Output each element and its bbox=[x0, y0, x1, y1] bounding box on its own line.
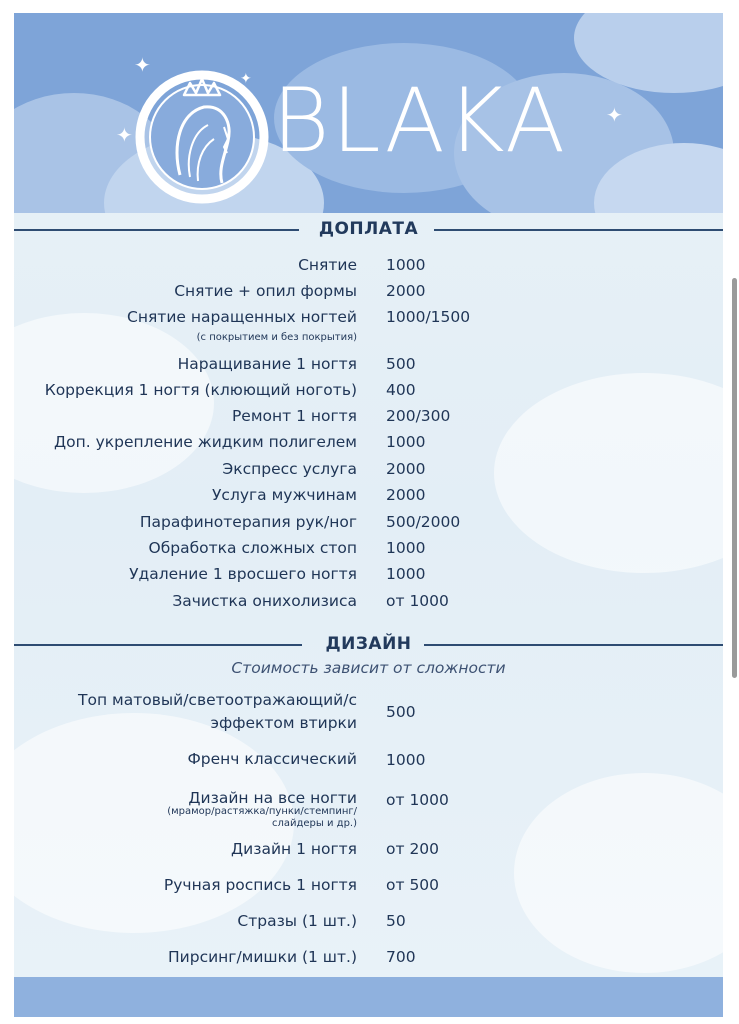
service-price: 200/300 bbox=[386, 407, 451, 425]
service-note: слайдеры и др.) bbox=[271, 818, 357, 829]
service-price: от 200 bbox=[386, 840, 440, 858]
service-price: от 1000 bbox=[386, 791, 449, 809]
service-name: Экспресс услуга bbox=[222, 460, 357, 478]
scrollbar-thumb[interactable] bbox=[732, 278, 737, 678]
service-name: Топ матовый/светоотражающий/с bbox=[78, 691, 357, 709]
design-subtitle: Стоимость зависит от сложности bbox=[231, 659, 506, 677]
service-price: 1000/1500 bbox=[386, 308, 471, 326]
service-price: от 1000 bbox=[386, 592, 449, 610]
service-name: Наращивание 1 ногтя bbox=[177, 355, 357, 373]
service-name: Дизайн на все ногти bbox=[188, 789, 357, 807]
service-name: Удаление 1 вросшего ногтя bbox=[129, 565, 357, 583]
service-price: от 500 bbox=[386, 876, 440, 894]
section-title-text: ДОПЛАТА bbox=[318, 219, 419, 239]
logo-text: BLAKA bbox=[272, 69, 568, 172]
service-price: 1000 bbox=[386, 539, 426, 557]
sparkle-icon: ✦ bbox=[134, 53, 151, 77]
header-banner bbox=[14, 13, 723, 213]
service-name: Ремонт 1 ногтя bbox=[231, 407, 357, 425]
sparkle-icon: ✦ bbox=[116, 123, 133, 147]
service-price: 1000 bbox=[386, 751, 426, 769]
service-price: 1000 bbox=[386, 433, 426, 451]
service-price: 2000 bbox=[386, 486, 426, 504]
service-name: Парафинотерапия рук/ног bbox=[139, 513, 357, 531]
background-cloud bbox=[514, 773, 723, 973]
service-name: Снятие bbox=[298, 256, 357, 274]
service-name: Обработка сложных стоп bbox=[148, 539, 357, 557]
background-cloud bbox=[494, 373, 723, 573]
service-name: Услуга мужчинам bbox=[211, 486, 357, 504]
price-list-page bbox=[14, 13, 723, 1017]
service-name: Снятие наращенных ногтей bbox=[127, 308, 357, 326]
service-price: 500 bbox=[386, 355, 416, 373]
service-price: 2000 bbox=[386, 460, 426, 478]
service-note: (с покрытием и без покрытия) bbox=[196, 332, 357, 343]
section-title-design bbox=[14, 634, 723, 654]
service-name: Зачистка онихолизиса bbox=[172, 592, 357, 610]
service-price: 1000 bbox=[386, 565, 426, 583]
service-name: Френч классический bbox=[187, 750, 357, 768]
service-price: 1000 bbox=[386, 256, 426, 274]
background-cloud bbox=[14, 713, 294, 933]
service-price: 700 bbox=[386, 948, 416, 966]
sparkle-icon: ✦ bbox=[606, 103, 623, 127]
service-price: 50 bbox=[386, 912, 406, 930]
service-name: Снятие + опил формы bbox=[174, 282, 357, 300]
service-name: Ручная роспись 1 ногтя bbox=[163, 876, 357, 894]
service-name: Доп. укрепление жидким полигелем bbox=[54, 433, 357, 451]
service-name: Дизайн 1 ногтя bbox=[231, 840, 357, 858]
service-name-continued: эффектом втирки bbox=[210, 714, 357, 732]
service-price: 400 bbox=[386, 381, 416, 399]
service-price: 500 bbox=[386, 703, 416, 721]
service-name: Пирсинг/мишки (1 шт.) bbox=[168, 948, 357, 966]
service-note: (мрамор/растяжка/пунки/стемпинг/ bbox=[167, 806, 357, 817]
service-price: 500/2000 bbox=[386, 513, 461, 531]
section-title-text: ДИЗАЙН bbox=[325, 634, 412, 654]
service-name: Стразы (1 шт.) bbox=[237, 912, 357, 930]
sparkle-icon: ✦ bbox=[240, 71, 252, 87]
service-price: 2000 bbox=[386, 282, 426, 300]
footer-cloud-band bbox=[14, 977, 723, 1017]
service-name: Коррекция 1 ногтя (клюющий ноготь) bbox=[44, 381, 357, 399]
background-cloud bbox=[14, 313, 214, 493]
section-title-extra bbox=[14, 219, 723, 239]
